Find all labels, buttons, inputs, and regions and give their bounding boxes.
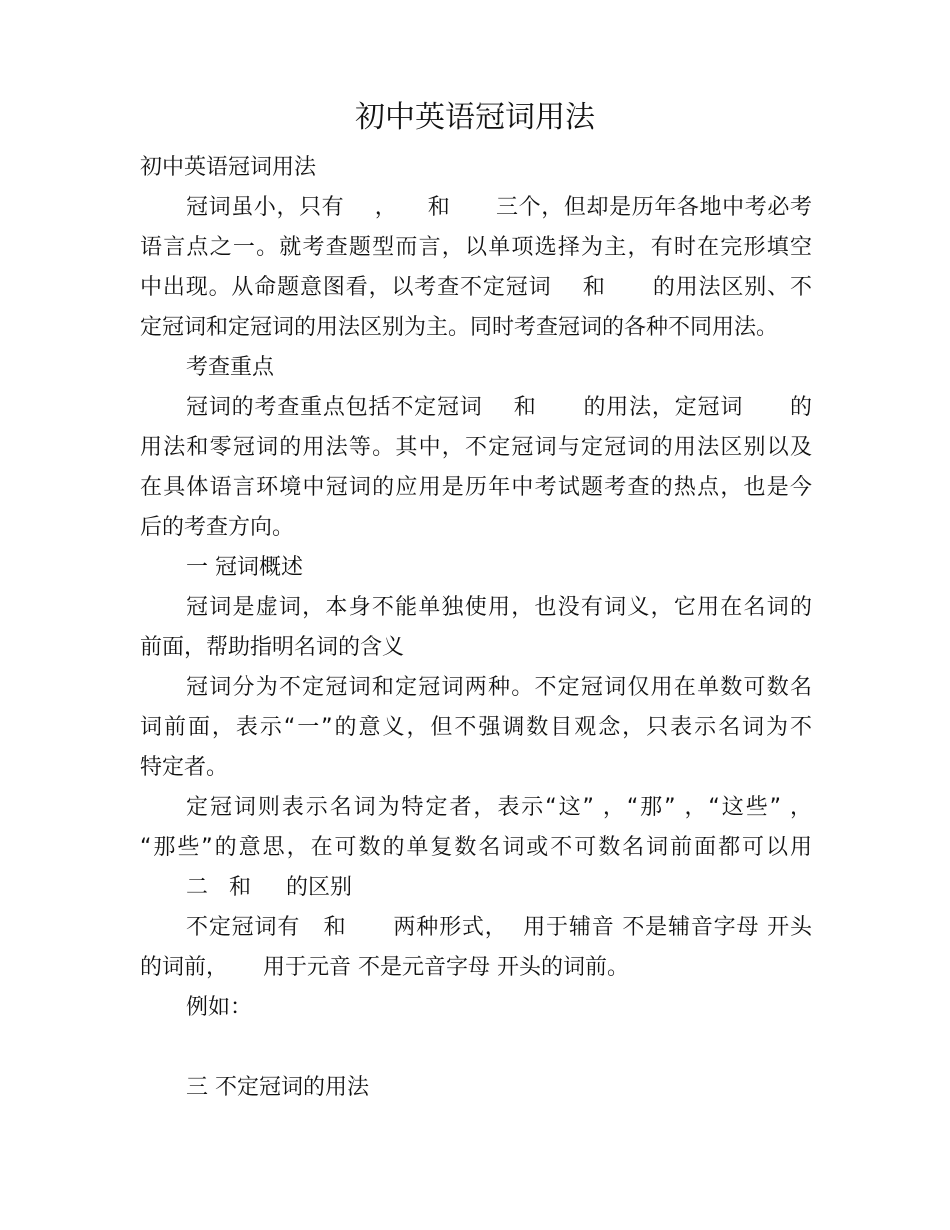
paragraph-line: 特定者。 [140,755,229,780]
paragraph-line: “那些”的意思，在可数的单复数名词或不可数名词前面都可以用 [140,835,812,860]
paragraph-line: 不定冠词有 和 两种形式， 用于辅音 不是辅音字母 开头 [186,915,812,940]
example-label: 例如： [186,995,253,1020]
paragraph-line: 后的考查方向。 [140,515,295,540]
paragraph-line: 词前面，表示“一”的意义，但不强调数目观念，只表示名词为不 [140,715,812,740]
blank-line [140,1028,812,1068]
paragraph-line: 冠词的考查重点包括不定冠词 和 的用法，定冠词 的 [186,395,812,420]
paragraph-line: 前面，帮助指明名词的含义 [140,635,405,660]
section-heading: 考查重点 [186,355,275,380]
document-body [140,148,812,1108]
paragraph-line: 语言点之一。就考查题型而言，以单项选择为主，有时在完形填空 [140,235,812,260]
subtitle: 初中英语冠词用法 [140,155,317,180]
paragraph-line: 的词前， 用于元音 不是元音字母 开头的词前。 [140,955,629,980]
paragraph-line: 中出现。从命题意图看，以考查不定冠词 和 的用法区别、不 [140,275,812,300]
paragraph-line: 冠词是虚词，本身不能单独使用，也没有词义，它用在名词的 [186,595,812,620]
section-heading: 三 不定冠词的用法 [186,1075,369,1100]
paragraph-line: 冠词虽小，只有 ， 和 三个，但却是历年各地中考必考 [186,195,812,220]
paragraph-line: 在具体语言环境中冠词的应用是历年中考试题考查的热点，也是今 [140,475,812,500]
paragraph-line: 定冠词和定冠词的用法区别为主。同时考查冠词的各种不同用法。 [140,315,779,340]
paragraph-line: 冠词分为不定冠词和定冠词两种。不定冠词仅用在单数可数名 [186,675,812,700]
document-title: 初中英语冠词用法 [355,100,595,135]
paragraph-line: 用法和零冠词的用法等。其中，不定冠词与定冠词的用法区别以及 [140,435,812,460]
paragraph-line: 定冠词则表示名词为特定者，表示“这” ，“那” ，“这些” ， [186,795,812,820]
section-heading: 一 冠词概述 [186,555,303,580]
section-heading: 二 和 的区别 [186,875,352,900]
